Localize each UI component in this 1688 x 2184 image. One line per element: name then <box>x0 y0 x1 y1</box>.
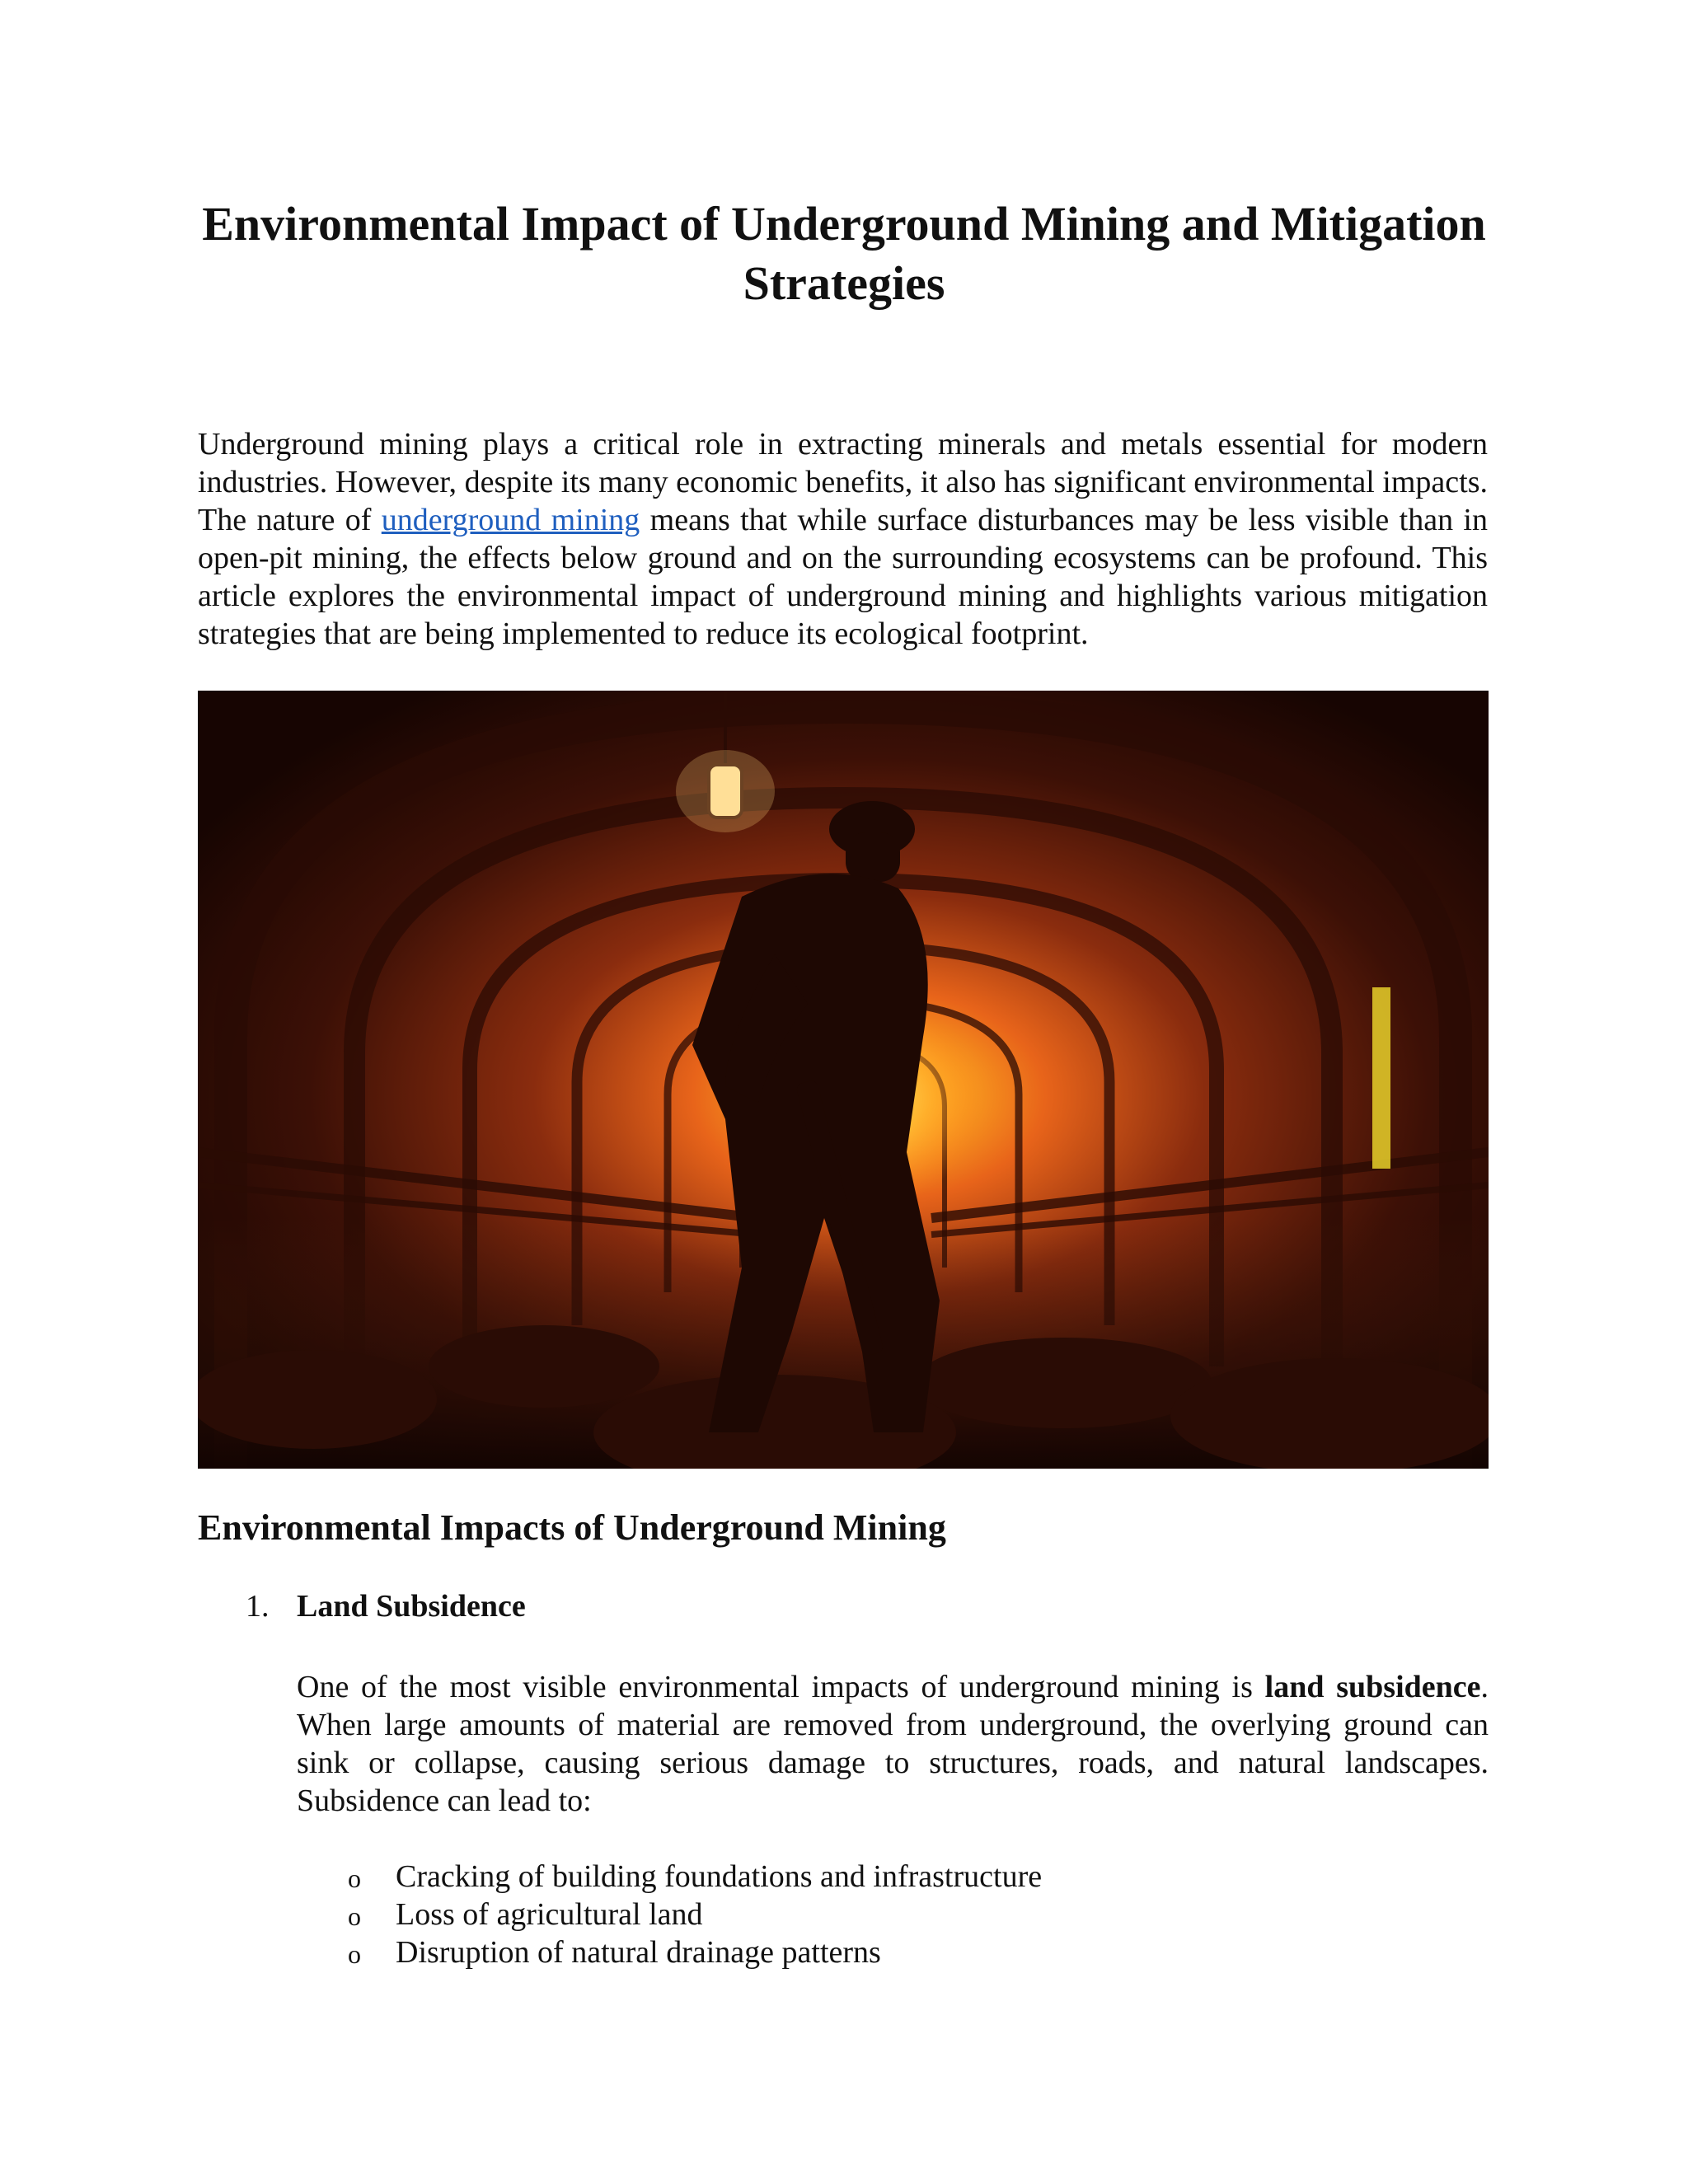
bullet-marker: o <box>348 1863 361 1893</box>
list-item-body <box>297 1668 1489 1820</box>
body-bold-term: land subsidence <box>1264 1670 1481 1704</box>
intro-text-end: means that while surface disturbances may be less visible than in open-pit mining, the effects below ground and on the surrounding ecosystems can be profound. This article explores the environmental impact of underground mining and highlights various mitigation strategies that are being implemented to reduce its ecological footprint. <box>198 503 1488 651</box>
list-item-heading <box>246 1587 526 1625</box>
section-heading: Environmental Impacts of Underground Mining <box>198 1507 946 1548</box>
bullet-item <box>297 1896 1042 1933</box>
mine-tunnel-illustration <box>198 691 1489 1469</box>
body-text-end: . When large amounts of material are removed from underground, the overlying ground can sink or collapse, causing serious damage to structures, roads, and natural landscapes. Subsidence can lead to: <box>297 1670 1489 1818</box>
bullet-text: Disruption of natural drainage patterns <box>396 1935 881 1970</box>
body-text-start: One of the most visible environmental impacts of underground mining is <box>297 1670 1265 1704</box>
mine-tunnel-photo <box>198 691 1489 1469</box>
bullet-text: Cracking of building foundations and infrastructure <box>396 1859 1043 1894</box>
document-title: Environmental Impact of Underground Mining and Mitigation Strategies <box>202 197 1486 310</box>
bullet-list <box>297 1858 1042 1971</box>
bullet-marker: o <box>348 1939 361 1969</box>
bullet-text: Loss of agricultural land <box>396 1897 703 1932</box>
list-item-title: Land Subsidence <box>297 1589 526 1624</box>
underground-mining-link[interactable]: underground mining <box>381 503 640 537</box>
bullet-item <box>297 1858 1042 1896</box>
bullet-marker: o <box>348 1901 361 1931</box>
bullet-item <box>297 1933 1042 1971</box>
intro-paragraph <box>198 425 1488 653</box>
intro-text-start: Underground mining plays a critical role in extracting minerals and metals essential for modern industries. However, despite its many economic benefits, it also has significant environmental impacts. The nature of <box>198 427 1488 537</box>
list-item-number: 1. <box>246 1589 270 1624</box>
